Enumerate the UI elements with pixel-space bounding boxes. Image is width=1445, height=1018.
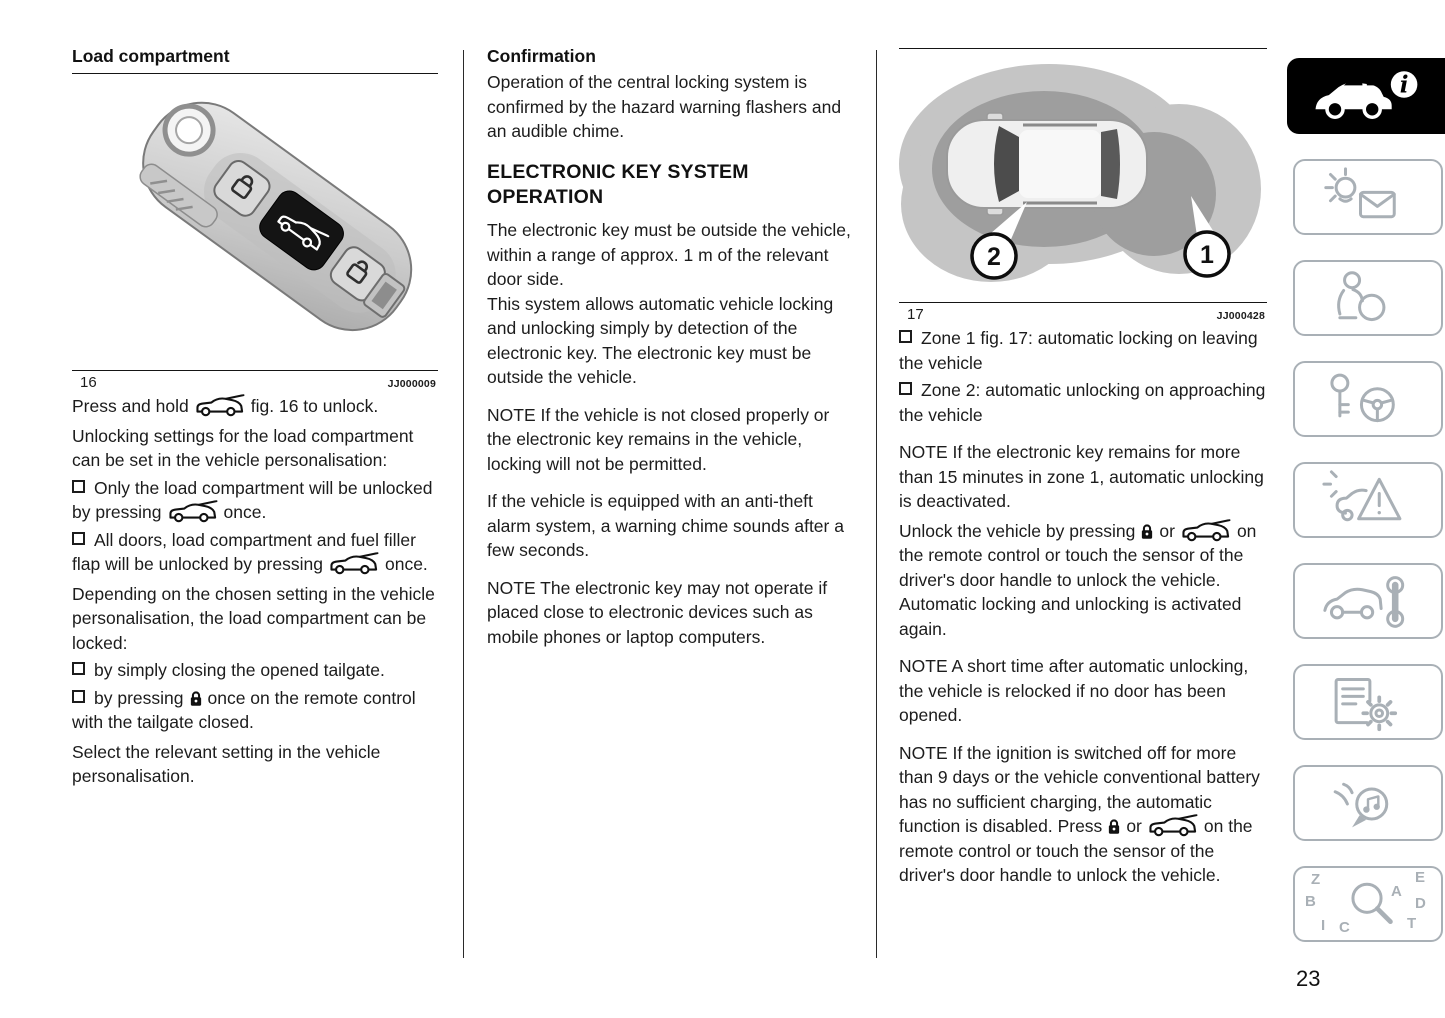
sidebar-tab-starting-driving[interactable]: [1293, 361, 1443, 437]
index-letter: Z: [1311, 871, 1321, 888]
technical-data-icon: [1318, 672, 1418, 732]
square-bullet-icon: [72, 532, 85, 545]
column-divider: [876, 50, 877, 958]
chapter-tab-rail: [1287, 58, 1445, 967]
figure-16-key-fob: [72, 78, 438, 391]
figure-number: 17: [907, 306, 924, 323]
index-magnifier-icon: [1317, 872, 1417, 932]
bullet-item: Zone 2: automatic unlocking on approaching the vehicle: [899, 380, 1266, 425]
index-letter: T: [1407, 915, 1417, 932]
car-tailgate-open-icon: [167, 500, 219, 523]
starting-driving-icon: [1318, 369, 1418, 429]
paragraph: Press and hold fig. 16 to unlock.: [72, 396, 379, 416]
note-paragraph: NOTE If the vehicle is not closed properly or the electronic key remains in the vehicle, locking will not be permitted.: [487, 404, 830, 474]
paragraph: Depending on the chosen setting in the vehicle personalisation, the load compartment can be locked:: [72, 583, 435, 653]
central-column: [487, 46, 853, 649]
emergency-icon: [1318, 470, 1418, 530]
square-bullet-icon: [899, 382, 912, 395]
car-tailgate-open-icon: [1180, 519, 1232, 542]
paragraph: This system allows automatic vehicle locking and unlocking simply by detection of the electronic key. The electronic key must be outside the vehicle.: [487, 293, 834, 388]
lock-icon: [1140, 523, 1154, 540]
note-paragraph: NOTE If the ignition is switched off for more than 9 days or the vehicle conventional battery has no sufficient charging, the automatic function is disabled. Press or on the remote control or touch the sensor of the driver's door handle to unlock the vehicle.: [899, 742, 1260, 885]
paragraph: The electronic key must be outside the vehicle, within a range of approx. 1 m of the relevant door side.: [487, 220, 851, 290]
bullet-item: by simply closing the opened tailgate.: [72, 658, 438, 683]
index-letter: C: [1339, 919, 1350, 936]
callout-1-label: 1: [1200, 241, 1214, 269]
safety-airbag-icon: [1318, 268, 1418, 328]
sidebar-tab-vehicle-info[interactable]: [1287, 58, 1445, 134]
section-heading: Load compartment: [72, 46, 230, 66]
zones-column: [899, 44, 1267, 888]
bullet-item: All doors, load compartment and fuel filler flap will be unlocked by pressing once.: [72, 529, 428, 574]
square-bullet-icon: [72, 662, 85, 675]
paragraph: Unlock the vehicle by pressing or on the remote control or touch the sensor of the driver's door handle to unlock the vehicle. Automatic locking and unlocking is activated again.: [899, 520, 1257, 639]
figure-code: JJ000428: [1216, 310, 1265, 322]
paragraph: Unlocking settings for the load compartment can be set in the vehicle personalisation:: [72, 425, 414, 470]
note-paragraph: NOTE The electronic key may not operate if placed close to electronic devices such as mobile phones or laptop computers.: [487, 577, 828, 647]
car-tailgate-open-icon: [194, 394, 246, 417]
figure-17-zones: [899, 54, 1267, 323]
index-letter: B: [1305, 893, 1316, 910]
bullet-item: Only the load compartment will be unlocked by pressing once.: [72, 477, 433, 522]
bullet-item: by pressing once on the remote control with the tailgate closed.: [72, 687, 416, 732]
servicing-maintenance-icon: [1318, 571, 1418, 631]
vehicle-info-icon: [1307, 65, 1425, 127]
sidebar-tab-dashboard-warning-lights[interactable]: [1293, 159, 1443, 235]
index-letter: A: [1391, 883, 1402, 900]
load-compartment-column: [72, 46, 438, 789]
sidebar-tab-emergency[interactable]: [1293, 462, 1443, 538]
page-number: 23: [1296, 966, 1321, 991]
index-letter: E: [1415, 869, 1426, 886]
section-title: ELECTRONIC KEY SYSTEM OPERATION: [487, 160, 749, 208]
square-bullet-icon: [72, 690, 85, 703]
dashboard-warning-lights-icon: [1318, 167, 1418, 227]
paragraph: If the vehicle is equipped with an anti-theft alarm system, a warning chime sounds after a few seconds.: [487, 491, 844, 561]
sidebar-tab-technical-data[interactable]: [1293, 664, 1443, 740]
lock-icon: [189, 690, 203, 707]
car-tailgate-open-icon: [328, 552, 380, 575]
square-bullet-icon: [899, 330, 912, 343]
note-paragraph: NOTE A short time after automatic unlocking, the vehicle is relocked if no door has been opened.: [899, 656, 1249, 725]
figure-code: JJ000009: [387, 378, 436, 390]
paragraph: Operation of the central locking system is confirmed by the hazard warning flashers and an audible chime.: [487, 72, 842, 141]
sidebar-tab-multimedia[interactable]: [1293, 765, 1443, 841]
sidebar-tab-safety-airbag[interactable]: [1293, 260, 1443, 336]
bullet-item: Zone 1 fig. 17: automatic locking on leaving the vehicle: [899, 328, 1258, 373]
car-top-view: [947, 113, 1147, 215]
index-letter: I: [1321, 917, 1326, 934]
square-bullet-icon: [72, 480, 85, 493]
key-fob-image: [72, 78, 438, 370]
sidebar-tab-index[interactable]: [1293, 866, 1443, 942]
callout-2-label: 2: [987, 243, 1001, 271]
note-paragraph: NOTE If the electronic key remains for more than 15 minutes in zone 1, automatic unlocking is deactivated.: [899, 442, 1264, 511]
index-letter: D: [1415, 895, 1426, 912]
sidebar-tab-servicing-maintenance[interactable]: [1293, 563, 1443, 639]
vehicle-zones-image: [899, 54, 1267, 302]
figure-number: 16: [80, 374, 97, 391]
heading-rule: [72, 73, 438, 74]
figure-top-rule: [899, 48, 1267, 49]
paragraph: Select the relevant setting in the vehicle personalisation.: [72, 741, 381, 786]
column-divider: [463, 50, 464, 958]
subsection-heading: Confirmation: [487, 46, 596, 66]
car-tailgate-open-icon: [1147, 814, 1199, 837]
lock-icon: [1107, 818, 1121, 835]
info-glyph: i: [1399, 71, 1409, 99]
multimedia-icon: [1318, 773, 1418, 833]
